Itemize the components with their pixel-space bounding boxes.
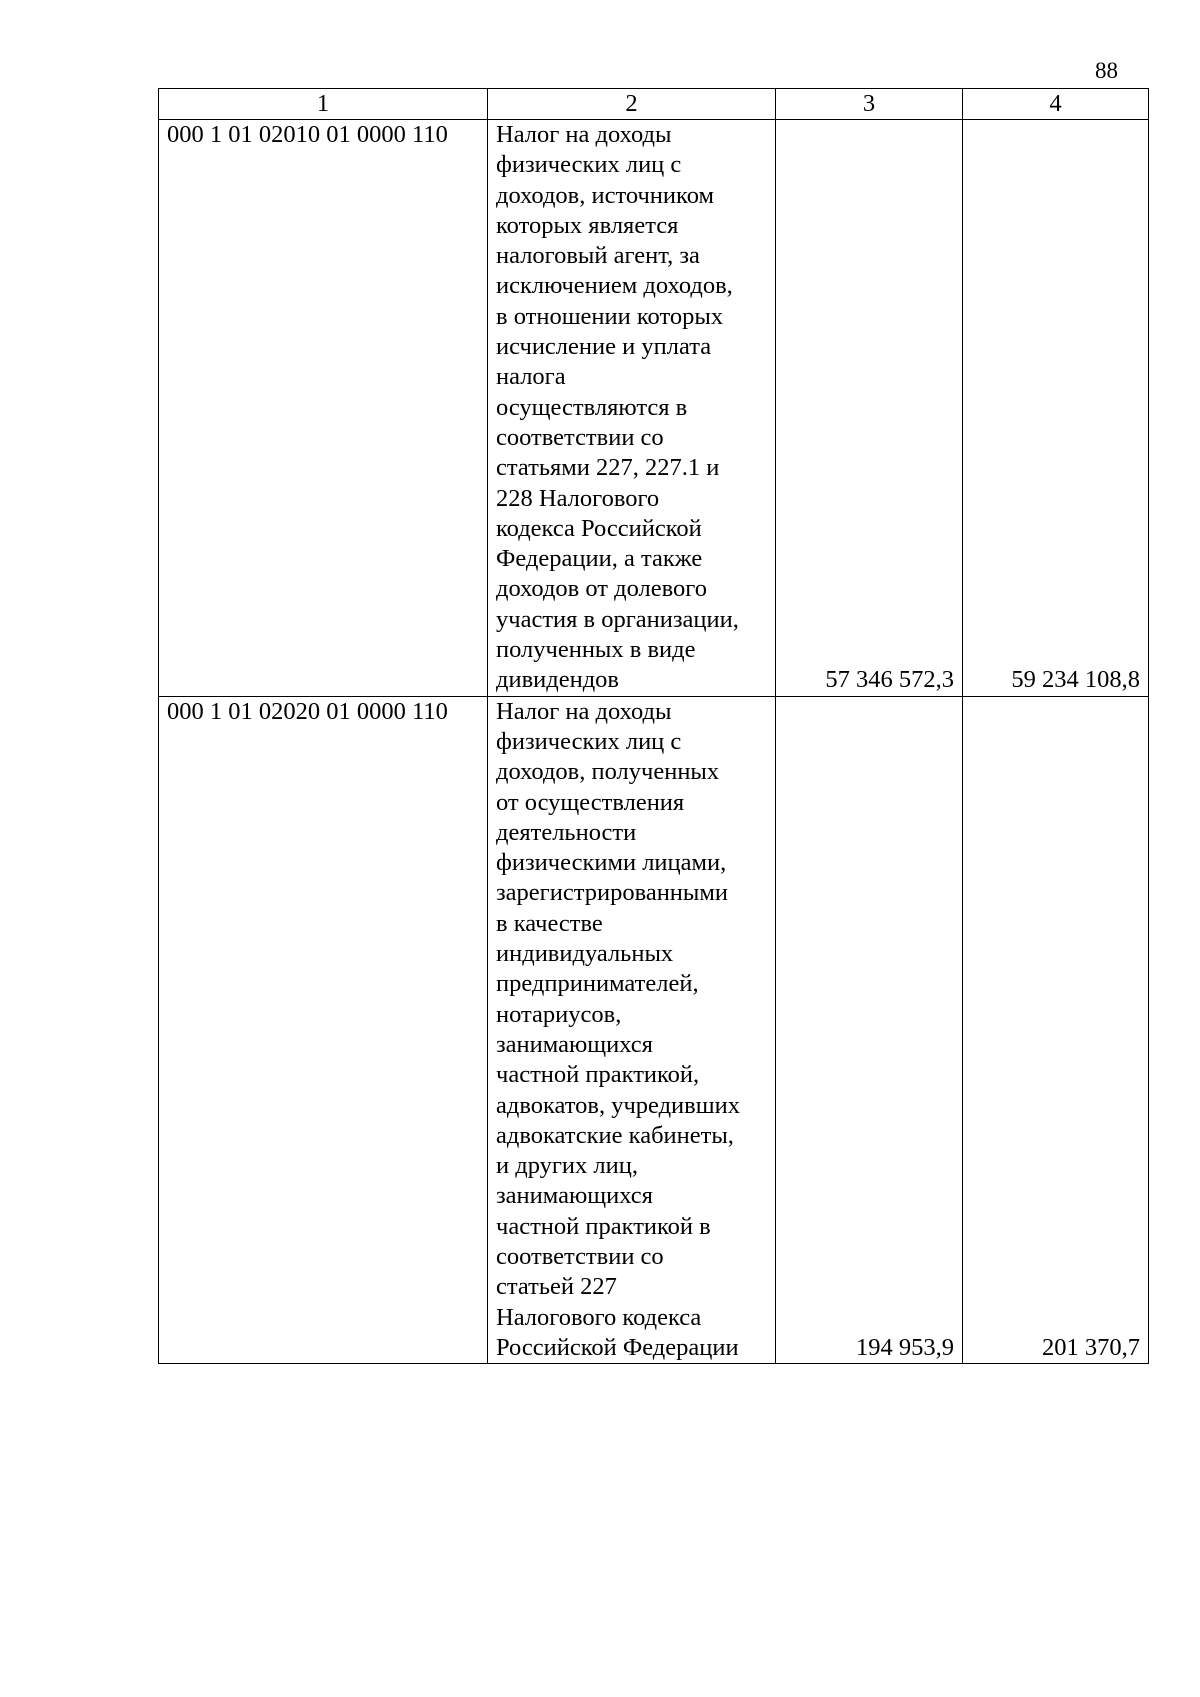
description-line: 228 Налогового (496, 484, 660, 512)
value-col4-cell: 201 370,7 (963, 696, 1149, 1364)
description-line: и других лиц, (496, 1152, 638, 1180)
column-header-4: 4 (963, 89, 1149, 120)
description-line: доходов от долевого (496, 575, 707, 603)
budget-code-cell: 000 1 01 02010 01 0000 110 (159, 120, 488, 697)
description-line: индивидуальных (496, 940, 674, 968)
description-line: исчисление и уплата (496, 333, 712, 361)
description-line: Российской Федерации (496, 1333, 739, 1361)
description-line: налога (496, 363, 566, 391)
description-line: частной практикой в (496, 1212, 711, 1240)
description-line: нотариусов, (496, 1000, 622, 1028)
description-cell (488, 120, 776, 697)
description-line: статьей 227 (496, 1273, 617, 1301)
description-line: соответствии со (496, 1242, 664, 1270)
description-cell (488, 696, 776, 1364)
description-line: полученных в виде (496, 636, 696, 664)
description-line: занимающихся (496, 1182, 653, 1210)
column-header-2: 2 (488, 89, 776, 120)
description-line: физических лиц с (496, 727, 682, 755)
description-line: соответствии со (496, 423, 664, 451)
column-header-3: 3 (776, 89, 963, 120)
budget-code-cell: 000 1 01 02020 01 0000 110 (159, 696, 488, 1364)
value-col3-cell: 194 953,9 (776, 696, 963, 1364)
description-line: Налогового кодекса (496, 1303, 702, 1331)
description-line: участия в организации, (496, 605, 739, 633)
table-row (159, 696, 1149, 1364)
value-col3-cell: 57 346 572,3 (776, 120, 963, 697)
description-line: зарегистрированными (496, 879, 728, 907)
description-line: Налог на доходы (496, 697, 672, 725)
column-header-1: 1 (159, 89, 488, 120)
description-line: занимающихся (496, 1030, 653, 1058)
description-line: доходов, полученных (496, 758, 720, 786)
description-line: доходов, источником (496, 181, 714, 209)
description-line: адвокатов, учредивших (496, 1091, 740, 1119)
description-line: физическими лицами, (496, 849, 727, 877)
value-col4-cell: 59 234 108,8 (963, 120, 1149, 697)
description-line: Налог на доходы (496, 121, 672, 148)
description-line: Федерации, а также (496, 545, 703, 573)
description-line: от осуществления (496, 788, 685, 816)
description-line: налоговый агент, за (496, 242, 700, 270)
description-line: адвокатские кабинеты, (496, 1121, 734, 1149)
description-line: исключением доходов, (496, 272, 733, 300)
header-row (159, 89, 1149, 120)
page-number: 88 (1095, 58, 1118, 83)
description-line: в отношении которых (496, 302, 724, 330)
description-line: частной практикой, (496, 1061, 700, 1089)
description-line: кодекса Российской (496, 514, 702, 542)
description-line: которых является (496, 211, 679, 239)
description-line: физических лиц с (496, 151, 682, 179)
table-body (159, 120, 1149, 1364)
description-line: предпринимателей, (496, 970, 699, 998)
description-line: статьями 227, 227.1 и (496, 454, 720, 482)
description-line: дивидендов (496, 666, 619, 694)
description-line: осуществляются в (496, 393, 688, 421)
revenue-table (158, 88, 1149, 1364)
table-row (159, 120, 1149, 697)
description-line: деятельности (496, 818, 637, 846)
description-line: в качестве (496, 909, 603, 937)
